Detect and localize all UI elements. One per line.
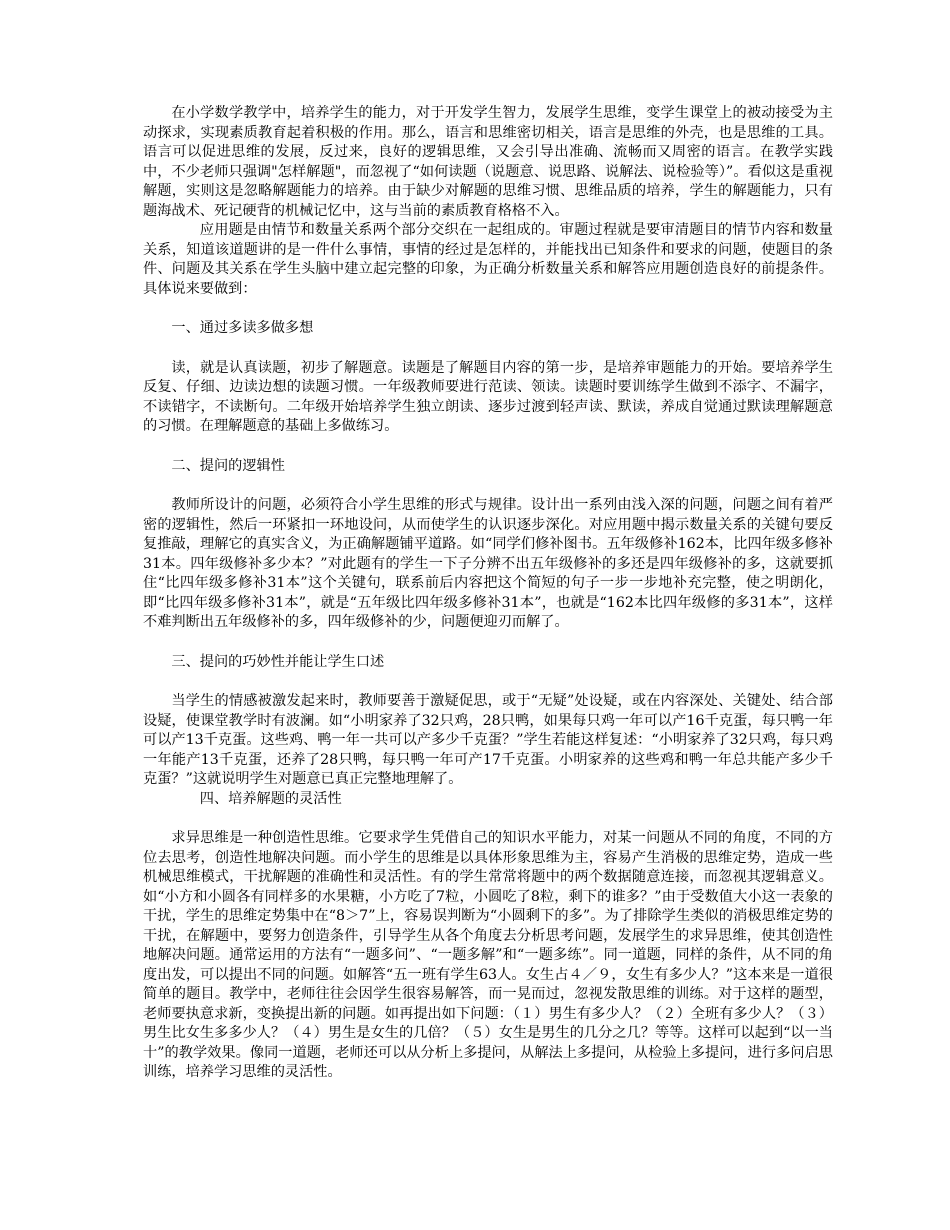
- section-spacer: [143, 633, 833, 653]
- application-problem-paragraph: 应用题是由情节和数量关系两个部分交织在一起组成的。审题过程就是要审清题目的情节内容和数量关系，知道该道题讲的是一件什么事情，事情的经过是怎样的，并能找出已知条件和要求的问题，使题目的条件、问题及其关系在学生头脑中建立起完整的印象，为正确分析数量关系和解答应用题创造良好的前提条件。具体说来要做到：: [143, 222, 833, 297]
- section-4-paragraph: 求异思维是一种创造性思维。它要求学生凭借自己的知识水平能力，对某一问题从不同的角度，不同的方位去思考，创造性地解决问题。而小学生的思维是以具体形象思维为主，容易产生消极的思维定势，造成一些机械思维模式，干扰解题的准确性和灵活性。有的学生常常将题中的两个数据随意连接，而忽视其逻辑意义。如“小方和小圆各有同样多的水果糖，小方吃了7粒，小圆吃了8粒，剩下的谁多？”由于受数值大小这一表象的干扰，学生的思维定势集中在“8＞7”上，容易误判断为“小圆剩下的多”。为了排除学生类似的消极思维定势的干扰，在解题中，要努力创造条件，引导学生从各个角度去分析思考问题，发展学生的求异思维，使其创造性地解决问题。通常运用的方法有“一题多问”、“一题多解”和“一题多练”。同一道题，同样的条件，从不同的角度出发，可以提出不同的问题。如解答“五一班有学生63人。女生占４／９，女生有多少人？”这本来是一道很简单的题目。教学中，老师往往会因学生很容易解答，而一晃而过，忽视发散思维的训练。对于这样的题型，老师要执意求新，变换提出新的问题。如再提出如下问题：（１）男生有多少人？（２）全班有多少人？（３）男生比女生多多少人？（４）男生是女生的几倍？（５）女生是男生的几分之几？等等。这样可以起到“以一当十”的教学效果。像同一道题，老师还可以从分析上多提问，从解法上多提问，从检验上多提问，进行多问启思训练，培养学习思维的灵活性。: [143, 830, 833, 1080]
- intro-paragraph: 在小学数学教学中，培养学生的能力，对于开发学生智力，发展学生思维，变学生课堂上的被动接受为主动探求，实现素质教育起着积极的作用。那么，语言和思维密切相关，语言是思维的外壳，也是思维的工具。语言可以促进思维的发展，反过来，良好的逻辑思维，又会引导出准确、流畅而又周密的语言。在教学实践中，不少老师只强调"怎样解题"，而忽视了“如何读题（说题意、说思路、说解法、说检验等）”。看似这是重视解题，实则这是忽略解题能力的培养。由于缺少对解题的思维习惯、思维品质的培养，学生的解题能力，只有题海战术、死记硬背的机械记忆中，这与当前的素质教育格格不入。: [143, 105, 833, 219]
- section-spacer: [143, 339, 833, 359]
- document-body: [143, 104, 833, 1083]
- section-3-paragraph: 当学生的情感被激发起来时，教师要善于激疑促思，或于“无疑”处设疑，或在内容深处、关键处、结合部设疑，使课堂教学时有波澜。如“小明家养了32只鸡，28只鸭，如果每只鸡一年可以产16千克蛋，每只鸭一年可以产13千克蛋。这些鸡、鸭一年一共可以产多少千克蛋？”学生若能这样复述：“小明家养了32只鸡，每只鸡一年能产13千克蛋，还养了28只鸭，每只鸭一年可产17千克蛋。小明家养的这些鸡和鸭一年总共能产多少千克蛋？”这就说明学生对题意已真正完整地理解了。: [143, 693, 833, 787]
- section-heading-2: 二、提问的逻辑性: [171, 457, 285, 474]
- section-heading-3: 三、提问的巧妙性并能让学生口述: [171, 653, 385, 670]
- section-spacer: [143, 809, 833, 829]
- section-spacer: [143, 672, 833, 692]
- section-2-paragraph: 教师所设计的问题，必须符合小学生思维的形式与规律。设计出一系列由浅入深的问题，问题之间有着严密的逻辑性，然后一环紧扣一环地设问，从而使学生的认识逐步深化。对应用题中揭示数量关系的关键句要反复推敲，理解它的真实含义，为正确解题铺平道路。如“同学们修补图书。五年级修补162本，比四年级多修补31本。四年级修补多少本？”对此题有的学生一下子分辨不出五年级修补的多还是四年级修补的多，这就要抓住“比四年级多修补31本”这个关键句，联系前后内容把这个简短的句子一步一步地补充完整，使之明朗化，即“比四年级多修补31本”，就是“五年级比四年级多修补31本”，也就是“162本比四年级修的多31本”，这样不难判断出五年级修补的多，四年级修补的少，问题便迎刃而解了。: [143, 497, 833, 630]
- section-spacer: [143, 299, 833, 319]
- section-spacer: [143, 476, 833, 496]
- section-heading-4: 四、培养解题的灵活性: [199, 790, 342, 807]
- section-spacer: [143, 437, 833, 457]
- section-heading-1: 一、通过多读多做多想: [171, 320, 314, 336]
- section-1-paragraph: 读，就是认真读题，初步了解题意。读题是了解题目内容的第一步，是培养审题能力的开始。要培养学生反复、仔细、边读边想的读题习惯。一年级教师要进行范读、领读。读题时要训练学生做到不添字、不漏字，不读错字，不读断句。二年级开始培养学生独立朗读、逐步过渡到轻声读、默读，养成自觉通过默读理解题意的习惯。在理解题意的基础上多做练习。: [143, 359, 833, 434]
